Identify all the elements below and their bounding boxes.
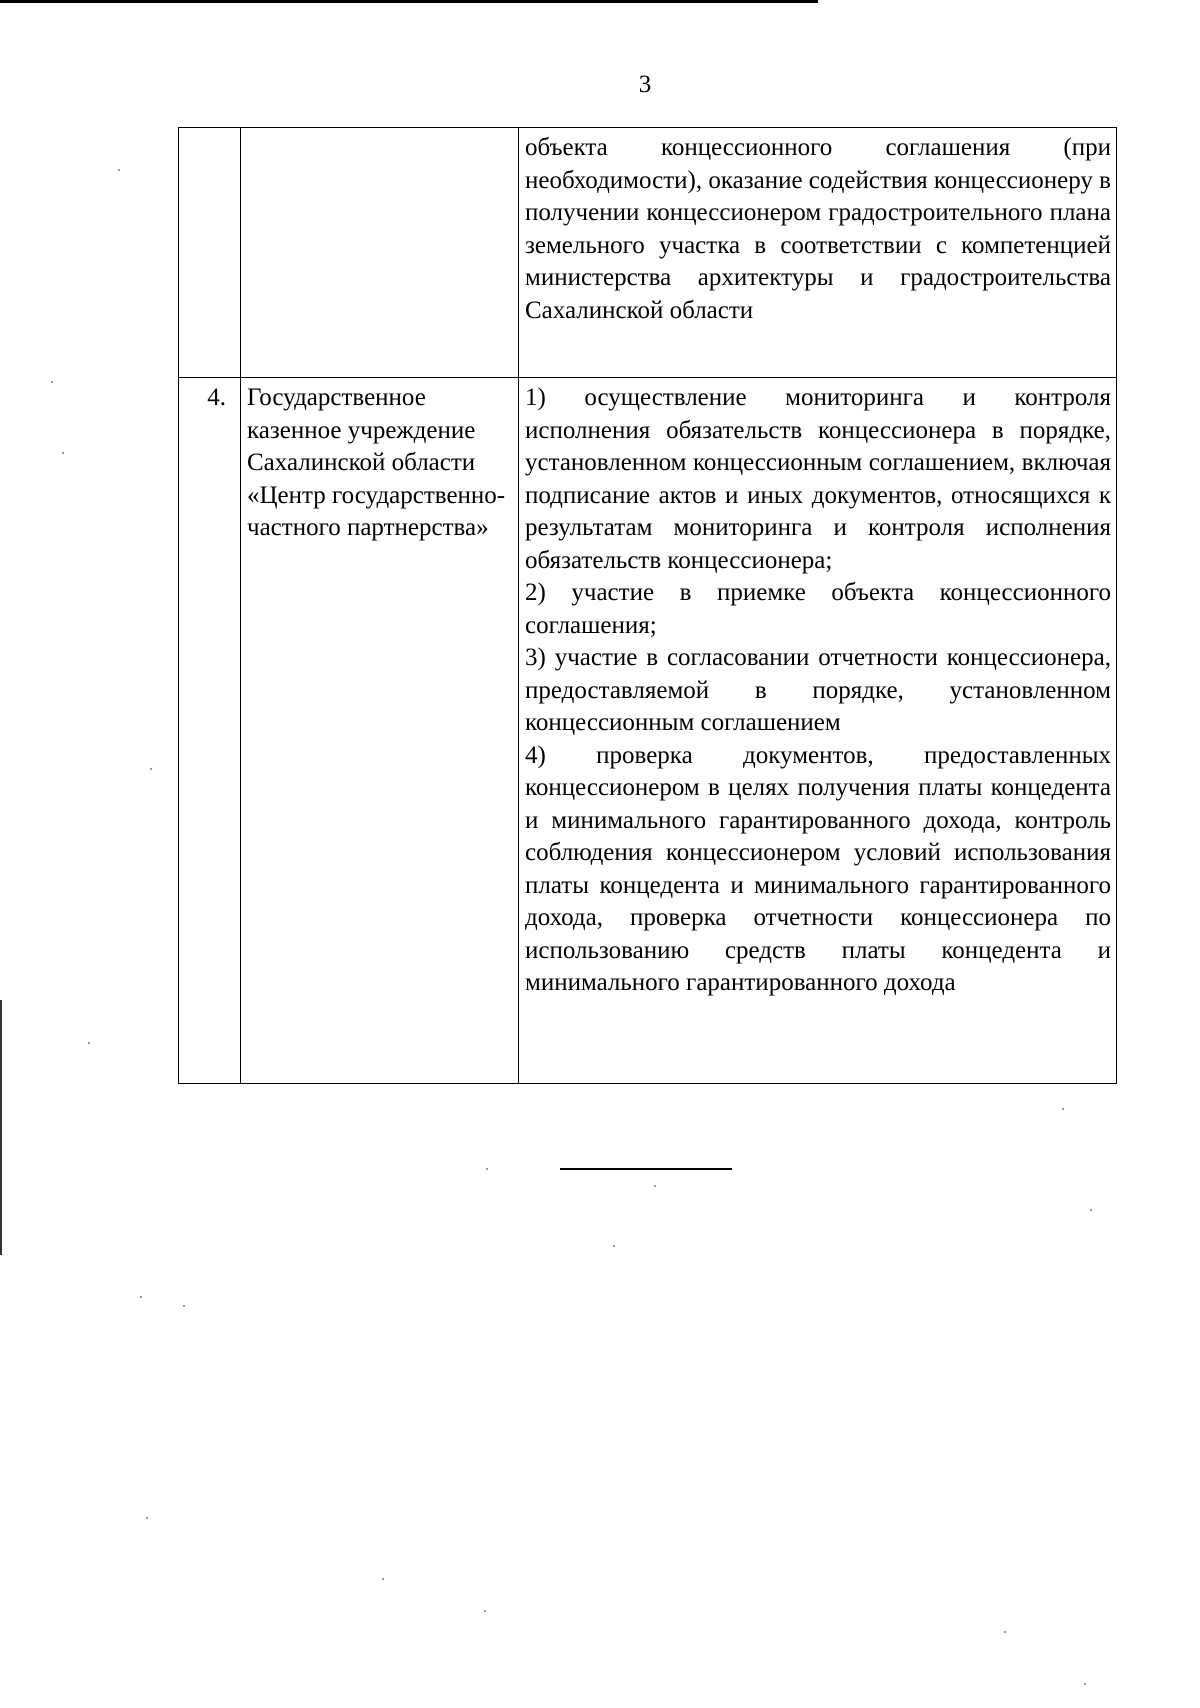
scan-speck	[484, 1610, 486, 1612]
responsibilities-table	[178, 127, 1117, 1084]
organization-cell	[241, 128, 519, 378]
scan-speck	[140, 1296, 142, 1298]
scan-speck	[183, 1305, 185, 1307]
description-paragraph: 3) участие в согласовании отчетности концессионера, предоставляемой в порядке, установленном концессионным соглашением	[525, 644, 1111, 736]
description-paragraph: 1) осуществление мониторинга и контроля исполнения обязательств концессионера в порядке, установленном концессионным соглашением, включая подписание актов и иных документов, относящихся к результатам мониторинга и контроля исполнения обязательств концессионера;	[525, 384, 1111, 574]
row-number-cell: 4.	[179, 378, 241, 1084]
scan-speck	[146, 1517, 148, 1519]
description-cell	[519, 128, 1117, 378]
scan-speck	[613, 1245, 615, 1247]
scan-speck	[88, 1042, 90, 1044]
description-paragraph: 2) участие в приемке объекта концессионного соглашения;	[525, 579, 1111, 639]
scan-speck	[150, 768, 152, 770]
row-number-cell	[179, 128, 241, 378]
scan-speck	[654, 1185, 656, 1187]
scan-speck	[118, 169, 120, 171]
scan-speck	[1090, 1209, 1092, 1211]
scan-speck	[1004, 1631, 1006, 1633]
scan-speck	[382, 1578, 384, 1580]
end-of-document-rule	[560, 1168, 732, 1170]
table-row	[179, 128, 1117, 378]
scan-edge-mark	[0, 1000, 2, 1255]
scan-speck	[51, 381, 53, 383]
scan-speck	[62, 452, 64, 454]
organization-cell: Государственное казенное учреждение Сахалинской области «Центр государственно-частного партнерства»	[241, 378, 519, 1084]
page-number: 3	[638, 71, 652, 98]
top-edge-rule	[0, 0, 818, 3]
description-paragraph: 4) проверка документов, предоставленных концессионером в целях получения платы концедента и минимального гарантированного дохода, контроль соблюдения концессионером условий использования платы концедента и минимального гарантированного дохода, проверка отчетности концессионера по использованию средств платы концедента и минимального гарантированного дохода	[525, 741, 1111, 996]
description-cell	[519, 378, 1117, 1084]
scan-speck	[1084, 1683, 1086, 1685]
scan-speck	[486, 1168, 488, 1170]
scan-speck	[1062, 1108, 1064, 1110]
description-paragraph: объекта концессионного соглашения (при необходимости), оказание содействия концессионеру в получении концессионером градостроительного плана земельного участка в соответствии с компетенцией министерства архитектуры и градостроительства Сахалинской области	[525, 134, 1111, 324]
table-row	[179, 378, 1117, 1084]
